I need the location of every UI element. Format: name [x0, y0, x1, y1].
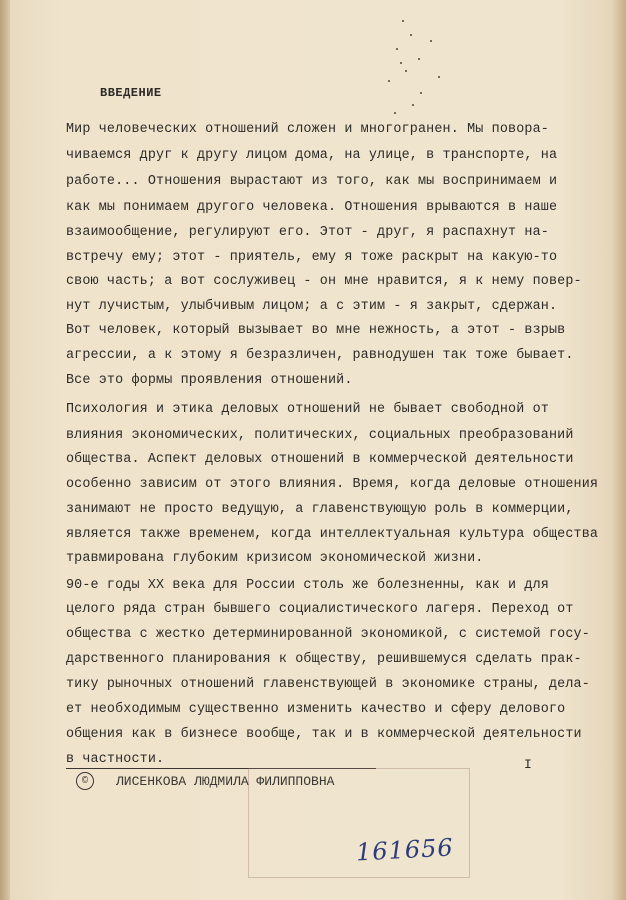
page-edge-right [612, 0, 626, 900]
text-line: общества. Аспект деловых отношений в коммерческой деятельности [66, 452, 574, 467]
text-line: 90-е годы XX века для России столь же болезненны, как и для [66, 578, 549, 593]
text-line: занимают не просто ведущую, а главенствующую роль в коммерции, [66, 502, 574, 517]
text-line: Психология и этика деловых отношений не бывает свободной от [66, 402, 549, 417]
copyright-footer [76, 772, 334, 790]
text-line: тику рыночных отношений главенствующей в экономике страны, дела- [66, 677, 590, 692]
handwritten-inventory-number: 161656 [355, 833, 455, 867]
text-line: чиваемся друг к другу лицом дома, на улице, в транспорте, на [66, 148, 558, 163]
copyright-icon: © [76, 772, 94, 790]
page-edge-left [0, 0, 10, 900]
author-name: ЛИСЕНКОВА ЛЮДМИЛА ФИЛИППОВНА [116, 773, 335, 789]
text-line: особенно зависим от этого влияния. Время, когда деловые отношения [66, 477, 599, 492]
document-heading: ВВЕДЕНИЕ [100, 86, 162, 100]
text-line: является также временем, когда интеллектуальная культура общества [66, 527, 599, 542]
text-line: дарственного планирования к обществу, решившемуся сделать прак- [66, 652, 582, 667]
text-line: Мир человеческих отношений сложен и многогранен. Мы повора- [66, 122, 549, 137]
text-line: встречу ему; этот - приятель, ему я тоже раскрыт на какую-то [66, 250, 558, 265]
text-line: агрессии, а к этому я безразличен, равнодушен так тоже бывает. [66, 348, 574, 363]
text-line: влияния экономических, политических, социальных преобразований [66, 428, 574, 443]
text-line: нут лучистым, улыбчивым лицом; а с этим - я закрыт, сдержан. [66, 299, 558, 314]
text-line: как мы понимаем другого человека. Отношения врываются в наше [66, 200, 558, 215]
text-line: травмирована глубоким кризисом экономической жизни. [66, 551, 484, 566]
text-line: работе... Отношения вырастают из того, как мы воспринимаем и [66, 174, 558, 189]
page-number: I [524, 757, 532, 772]
text-line: общения как в бизнесе вообще, так и в коммерческой деятельности [66, 727, 582, 742]
text-line: Вот человек, который вызывает во мне нежность, а этот - взрыв [66, 323, 566, 338]
text-line: свою часть; а вот сослуживец - он мне нравится, я к нему повер- [66, 274, 582, 289]
text-line: взаимообщение, регулируют его. Этот - друг, я распахнут на- [66, 225, 549, 240]
text-line: целого ряда стран бывшего социалистического лагеря. Переход от [66, 602, 574, 617]
text-line: ет необходимым существенно изменить качество и сферу делового [66, 702, 566, 717]
text-line: Все это формы проявления отношений. [66, 373, 353, 388]
text-line: общества с жестко детерминированной экономикой, с системой госу- [66, 627, 590, 642]
text-line: в частности. [66, 752, 165, 767]
